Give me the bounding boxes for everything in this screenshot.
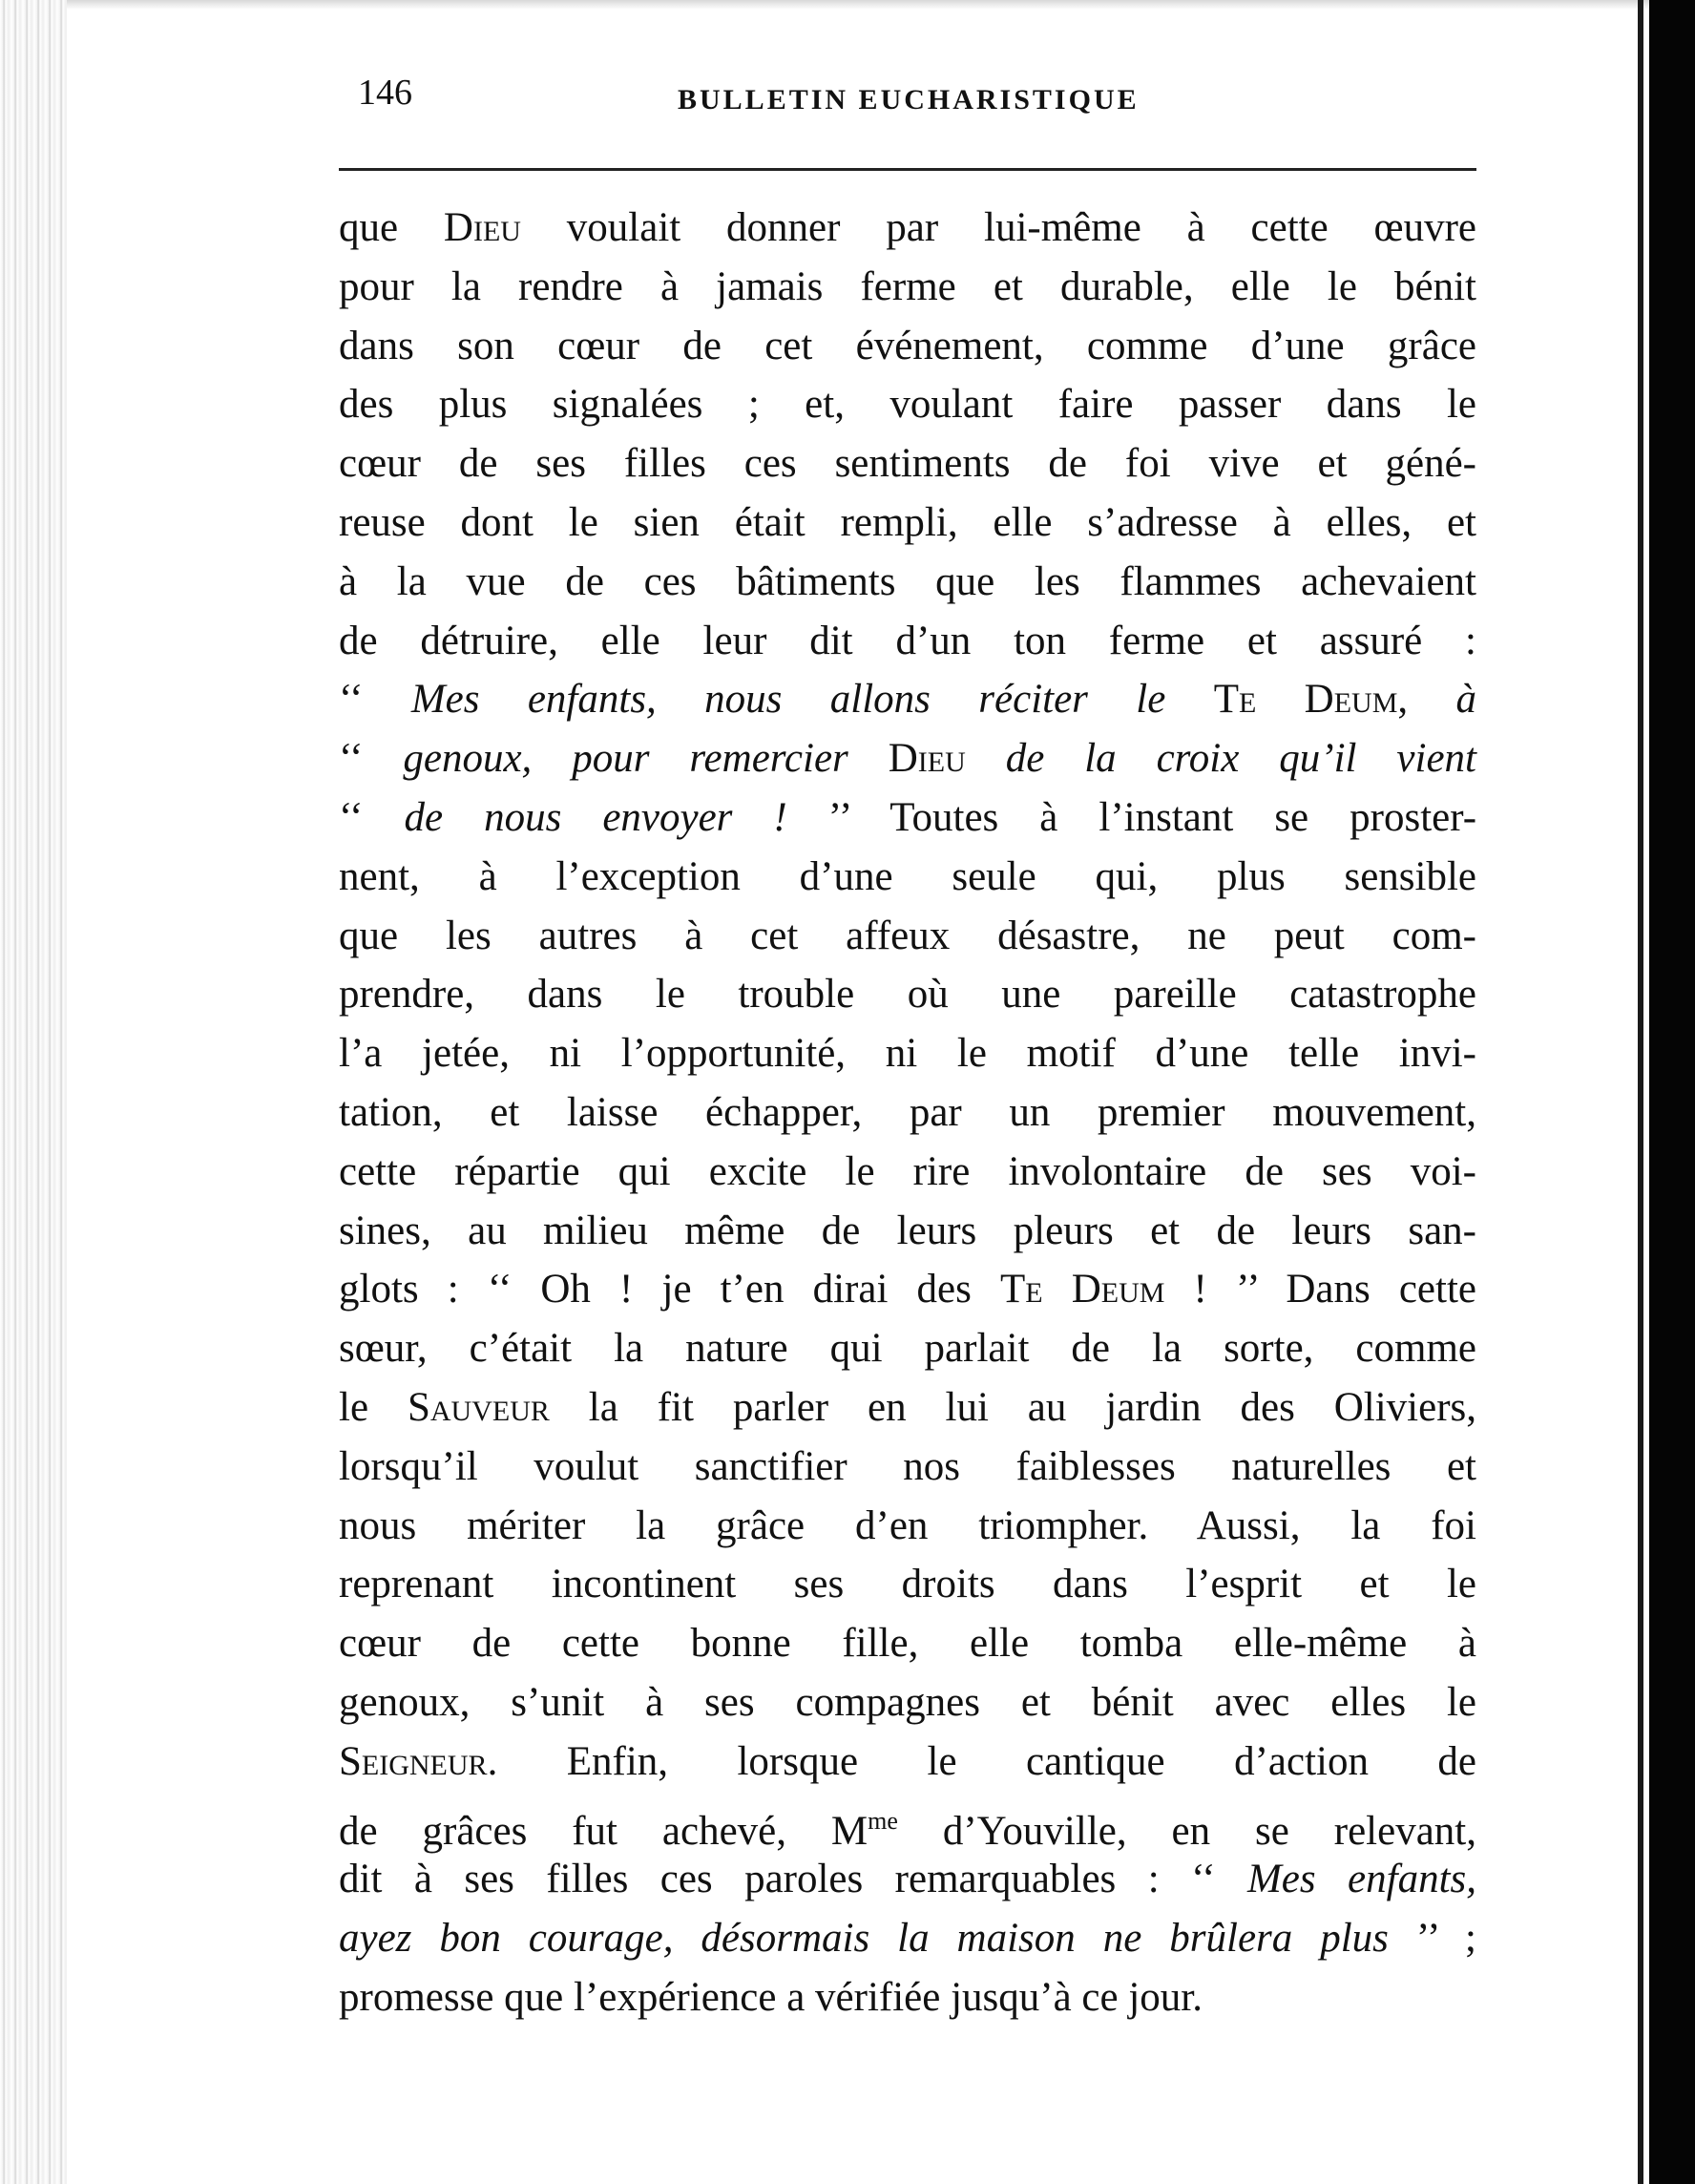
text-segment: . Enfin, lorsque le cantique d’action de — [487, 1738, 1476, 1784]
text-segment: Dieu — [888, 736, 966, 782]
text-line — [339, 1673, 1476, 1732]
text-line — [339, 258, 1476, 317]
text-segment: de nous envoyer ! — [404, 794, 787, 840]
text-segment: l’a jetée, ni l’opportunité, ni le motif d’une telle invi- — [339, 1031, 1476, 1077]
text-segment: lorsqu’il voulut sanctifier nos faiblesses naturelles et — [339, 1443, 1476, 1489]
text-line — [339, 788, 1476, 848]
book-page-edges — [0, 0, 67, 2184]
text-line — [339, 1792, 1476, 1854]
text-segment — [848, 736, 889, 781]
text-segment: Seigneur — [339, 1738, 488, 1784]
text-segment: prendre, dans le trouble où une pareille catastrophe — [339, 972, 1476, 1018]
text-segment: ayez bon courage, désormais la maison ne brûlera plus — [339, 1916, 1389, 1962]
text-segment: sœur, c’était la nature qui parlait de la sorte, comme — [339, 1326, 1476, 1372]
text-segment: ’’ Toutes à l’instant se proster- — [786, 794, 1477, 840]
text-segment: d’Youville, en se relevant, — [897, 1808, 1476, 1854]
text-segment: reuse dont le sien était rempli, elle s’adresse à elles, et — [339, 499, 1476, 545]
text-segment — [1165, 677, 1213, 722]
text-segment: ‘‘ — [339, 794, 405, 840]
text-segment: glots : ‘‘ Oh ! je t’en dirai des — [339, 1267, 1000, 1312]
text-segment: dans son cœur de cet événement, comme d’une grâce — [339, 323, 1476, 368]
text-segment: cœur de cette bonne fille, elle tomba elle-même à — [339, 1621, 1476, 1667]
text-segment: Mes enfants, nous allons réciter le — [410, 677, 1166, 723]
text-line — [339, 1497, 1476, 1556]
text-segment: à la vue de ces bâtiments que les flammes achevaient — [339, 558, 1476, 604]
text-line — [339, 1024, 1476, 1083]
text-segment: sines, au milieu même de leurs pleurs et de leurs san- — [339, 1208, 1476, 1253]
text-line — [339, 1202, 1476, 1261]
text-segment: Te Deum — [1213, 677, 1398, 723]
text-segment: la fit parler en lui au jardin des Oliviers, — [549, 1384, 1476, 1430]
text-line — [339, 1850, 1476, 1909]
text-line — [339, 670, 1476, 729]
text-line — [339, 494, 1476, 553]
header-rule — [339, 168, 1476, 171]
text-segment: Mes enfants, — [1246, 1857, 1476, 1902]
text-segment: de la croix qu’il vient — [1005, 736, 1476, 782]
text-line — [339, 375, 1476, 434]
text-segment: cœur de ses filles ces sentiments de foi vive et géné- — [339, 441, 1476, 487]
body-text — [339, 199, 1476, 2027]
text-segment — [966, 736, 1006, 781]
text-segment: ! ’’ Dans cette — [1164, 1267, 1476, 1312]
text-segment: tation, et laisse échapper, par un premier mouvement, — [339, 1089, 1476, 1135]
text-line — [339, 729, 1476, 788]
text-segment: de détruire, elle leur dit d’un ton ferme et assuré : — [339, 618, 1476, 663]
text-segment: des plus signalées ; et, voulant faire passer dans le — [339, 382, 1476, 428]
text-line — [339, 434, 1476, 494]
text-line — [339, 965, 1476, 1024]
text-segment: promesse que l’expérience a vérifiée jusqu’à ce jour. — [339, 1974, 1203, 2020]
text-segment: Dieu — [443, 205, 521, 250]
text-segment: ‘‘ — [339, 736, 404, 782]
text-line — [339, 1319, 1476, 1378]
text-line — [339, 1909, 1476, 1968]
text-line — [339, 1614, 1476, 1673]
text-line — [339, 199, 1476, 258]
text-line — [339, 1083, 1476, 1143]
text-segment: ‘‘ — [339, 677, 411, 723]
text-segment: que — [339, 205, 444, 250]
text-line — [339, 1732, 1476, 1792]
text-line — [339, 907, 1476, 966]
text-line — [339, 317, 1476, 376]
text-segment: le — [339, 1384, 408, 1430]
running-head: BULLETIN EUCHARISTIQUE — [678, 84, 1140, 116]
text-segment: nous mériter la grâce d’en triompher. Aussi, la foi — [339, 1502, 1476, 1548]
text-segment: Te Deum — [999, 1267, 1165, 1312]
text-line — [339, 612, 1476, 671]
text-segment: à — [1455, 677, 1476, 723]
page-top-edge — [0, 0, 1649, 10]
text-segment: ’’ ; — [1388, 1916, 1477, 1962]
text-segment: voulait donner par lui-même à cette œuvre — [520, 205, 1476, 250]
book-spine-shadow — [1649, 0, 1695, 2184]
text-line — [339, 553, 1476, 612]
text-line — [339, 1555, 1476, 1614]
text-line — [339, 1438, 1476, 1497]
text-segment: genoux, pour remercier — [403, 736, 848, 782]
text-segment: de grâces fut achevé, M — [339, 1808, 868, 1854]
text-line — [339, 1143, 1476, 1202]
text-segment: reprenant incontinent ses droits dans l’esprit et le — [339, 1562, 1476, 1607]
page-number: 146 — [358, 73, 412, 113]
book-gutter-line — [1638, 0, 1643, 2184]
text-segment: cette répartie qui excite le rire involontaire de ses voi- — [339, 1148, 1476, 1194]
text-line — [339, 1378, 1476, 1438]
text-segment: pour la rendre à jamais ferme et durable, elle le bénit — [339, 263, 1476, 309]
text-segment: genoux, s’unit à ses compagnes et bénit avec elles le — [339, 1679, 1476, 1725]
text-line — [339, 1260, 1476, 1319]
text-segment: , — [1397, 677, 1456, 723]
text-segment: que les autres à cet affeux désastre, ne peut com- — [339, 913, 1476, 958]
text-segment: me — [868, 1806, 898, 1835]
text-segment: dit à ses filles ces paroles remarquables : ‘‘ — [339, 1857, 1247, 1902]
text-segment: Sauveur — [407, 1384, 550, 1430]
text-line — [339, 848, 1476, 907]
text-segment: nent, à l’exception d’une seule qui, plus sensible — [339, 853, 1476, 899]
text-line — [339, 1968, 1476, 2027]
